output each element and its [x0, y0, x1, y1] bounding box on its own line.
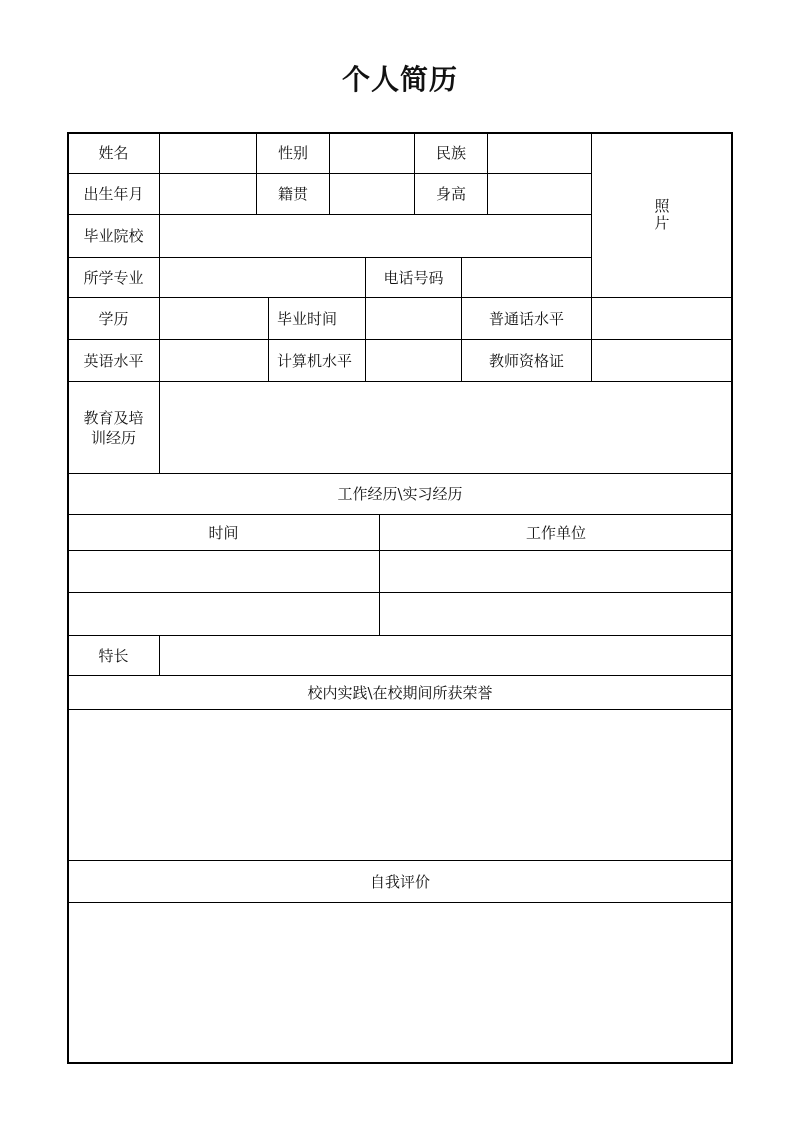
computer-field[interactable] [366, 340, 461, 381]
phone-field[interactable] [462, 258, 591, 297]
education-field[interactable] [160, 298, 268, 339]
self-eval-section-heading: 自我评价 [369, 872, 430, 891]
gender-label: 性别 [277, 144, 308, 162]
english-field[interactable] [160, 340, 268, 381]
native-place-field[interactable] [330, 174, 414, 214]
work-time-field-2[interactable] [68, 593, 379, 635]
page-title: 个人简历 [341, 63, 458, 96]
native-place-label: 籍贯 [277, 185, 308, 203]
ethnicity-field[interactable] [488, 133, 591, 173]
specialty-field[interactable] [160, 636, 732, 675]
teacher-cert-label: 教师资格证 [488, 351, 564, 370]
name-label: 姓名 [98, 144, 129, 162]
height-label: 身高 [435, 185, 466, 203]
computer-label: 计算机水平 [277, 351, 353, 370]
work-time-field-1[interactable] [68, 551, 379, 592]
photo-label: 照片 [652, 198, 671, 232]
major-label: 所学专业 [83, 268, 144, 287]
mandarin-label: 普通话水平 [488, 309, 564, 328]
teacher-cert-field[interactable] [592, 340, 732, 381]
training-field[interactable] [160, 382, 732, 473]
work-section-heading: 工作经历\实习经历 [337, 485, 463, 503]
major-field[interactable] [160, 258, 365, 297]
campus-field[interactable] [68, 710, 732, 860]
self-eval-field[interactable] [68, 903, 732, 1062]
school-label: 毕业院校 [83, 227, 144, 245]
school-field[interactable] [160, 215, 591, 257]
graduation-time-label: 毕业时间 [277, 309, 338, 328]
gender-field[interactable] [330, 133, 414, 173]
english-label: 英语水平 [83, 351, 144, 370]
work-company-field-1[interactable] [380, 551, 732, 592]
photo-placeholder[interactable] [592, 133, 732, 297]
training-label: 教育及培训经历 [83, 408, 144, 447]
graduation-time-field[interactable] [366, 298, 461, 339]
company-column-header: 工作单位 [525, 523, 586, 542]
phone-label: 电话号码 [383, 268, 444, 287]
birth-label: 出生年月 [83, 185, 144, 203]
ethnicity-label: 民族 [435, 144, 466, 162]
birth-field[interactable] [160, 174, 256, 214]
specialty-label: 特长 [98, 646, 129, 665]
campus-section-heading: 校内实践\在校期间所获荣誉 [307, 683, 493, 702]
time-column-header: 时间 [208, 523, 239, 542]
education-label: 学历 [98, 309, 129, 328]
name-field[interactable] [160, 133, 256, 173]
work-company-field-2[interactable] [380, 593, 732, 635]
mandarin-field[interactable] [592, 298, 732, 339]
height-field[interactable] [488, 174, 591, 214]
